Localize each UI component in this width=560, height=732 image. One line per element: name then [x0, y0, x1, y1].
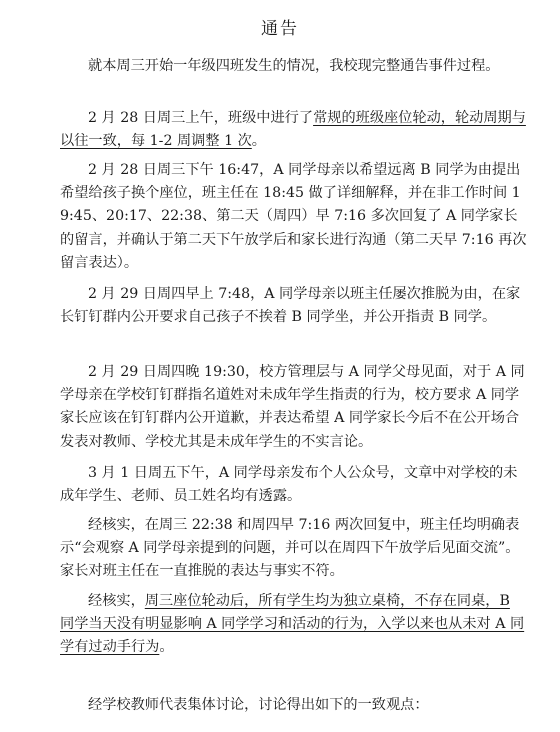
paragraph-verification-2 [60, 590, 528, 660]
paragraph-mar1: 3 月 1 日周五下午，A 同学母亲发布个人公众号，文章中对学校的未成年学生、老师、员工姓名均有透露。 [60, 465, 518, 505]
paragraph-feb28-afternoon: 2 月 28 日周三下午 16:47，A 同学母亲以希望远离 B 同学为由提出希望给孩子换个座位，班主任在 18:45 做了详细解释，并在非工作时间 19:45、20:17、22:38、第二天（周四）早 7:16 多次回复了 A 同学家长的留言，并确认于第二天下午放学后和家长进行沟通（第二天早 7:16 再次留言表达）。 [60, 162, 527, 271]
paragraph-text: 2 月 28 日周三上午，班级中进行了 [88, 110, 314, 126]
paragraph-feb29-morning: 2 月 29 日周四早上 7:48，A 同学母亲以班主任屡次推脱为由，在家长钉钉群内公开要求自己孩子不挨着 B 同学坐，并公开指责 B 同学。 [60, 286, 521, 326]
page-title: 通告 [261, 19, 299, 39]
paragraph-conclusion: 经学校教师代表集体讨论，讨论得出如下的一致观点： [88, 697, 429, 713]
paragraph-text: 。 [251, 133, 266, 150]
paragraph-intro: 就本周三开始一年级四班发生的情况，我校现完整通告事件过程。 [88, 58, 500, 74]
paragraph-text: 。 [159, 639, 174, 656]
paragraph-feb28-morning [60, 107, 528, 153]
paragraph-text: 经核实， [88, 593, 145, 609]
paragraph-verification-1: 经核实，在周三 22:38 和周四早 7:16 两次回复中，班主任均明确表示“会观察 A 同学母亲提到的问题，并可以在周四下午放学后见面交流”。家长对班主任在一直推脱的表达与事实不符。 [60, 517, 520, 580]
underlined-text: 周三座位轮动后，所有学生均为独立桌椅，不存在同桌，B 同学当天没有明显影响 A 同学学习和活动的行为，入学以来也从未对 A 同学有过动手行为 [60, 593, 525, 656]
underlined-text: 常规的班级座位轮动，轮动周期与以往一致，每 1-2 周调整 1 次 [60, 110, 526, 150]
paragraph-feb29-evening: 2 月 29 日周四晚 19:30，校方管理层与 A 同学父母见面，对于 A 同学母亲在学校钉钉群指名道姓对未成年学生指责的行为，校方要求 A 同学家长应该在钉钉群内公开道歉，并表达希望 A 同学家长今后不在公开场合发表对教师、学校尤其是未成年学生的不实言论。 [60, 364, 525, 450]
